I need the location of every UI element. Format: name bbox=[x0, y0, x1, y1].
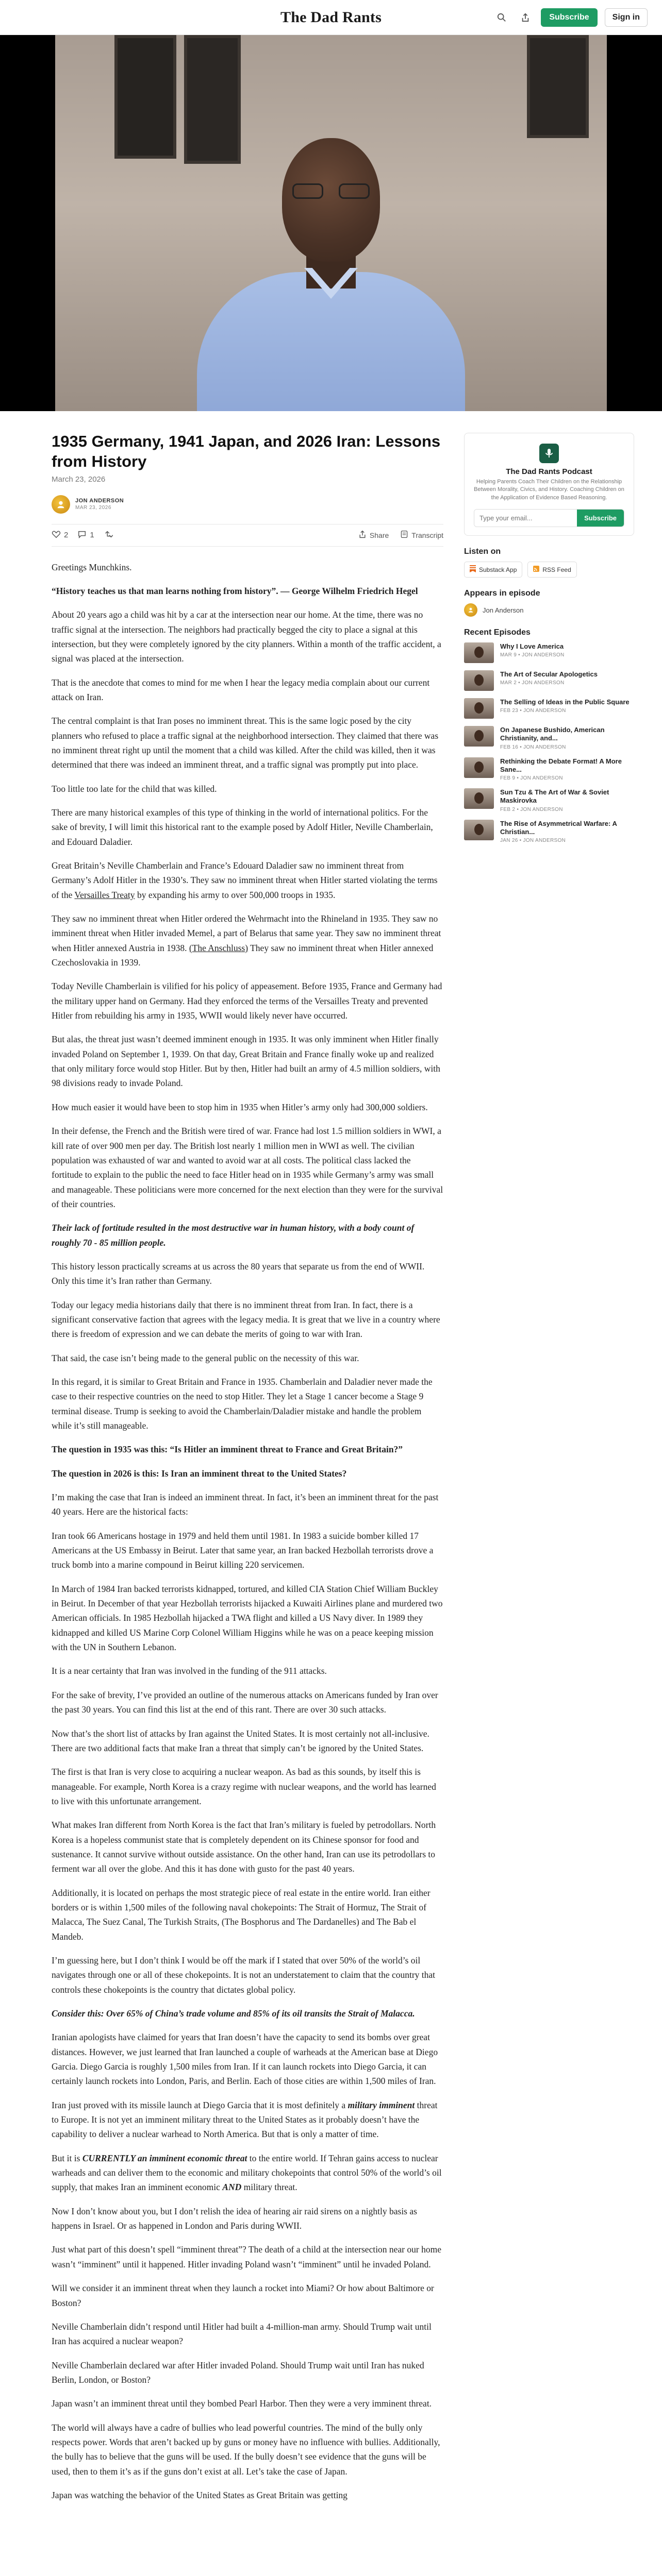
subscribe-form bbox=[474, 509, 624, 527]
listen-heading: Listen on bbox=[464, 547, 501, 556]
episode-thumbnail bbox=[464, 726, 494, 747]
episode-item[interactable] bbox=[464, 757, 634, 782]
paragraph: It is a near certainty that Iran was involved in the funding of the 911 attacks. bbox=[52, 1666, 327, 1676]
paragraph: Just what part of this doesn’t spell “imminent threat”? The death of a child at the intersection near our home wasn’t “imminent” until it happened. Hitler invading Poland wasn’t “imminent” until he invaded Poland. bbox=[52, 2244, 442, 2269]
author-name[interactable]: JON ANDERSON bbox=[75, 498, 124, 504]
article bbox=[52, 411, 443, 2512]
engagement-bar bbox=[52, 524, 443, 547]
paragraph: Greetings Munchkins. bbox=[52, 562, 132, 572]
comment-count: 1 bbox=[90, 531, 94, 539]
author-date: MAR 23, 2026 bbox=[75, 505, 111, 511]
episode-meta: FEB 9 • JON ANDERSON bbox=[500, 775, 563, 782]
podcast-card bbox=[464, 433, 634, 536]
transcript-icon bbox=[400, 530, 408, 540]
paragraph: About 20 years ago a child was hit by a car at the intersection near our home. At the time, there was no traffic signal at the intersection. The neighbors had practically begged the city to place a signal at this intersection, but they were completely ignored by the city planners. Within a month of the traffic accident, a signal was placed at the intersection. bbox=[52, 609, 441, 664]
paragraph: Now I don’t know about you, but I don’t relish the idea of hearing air raid sirens on a nightly basis as happens in Israel. Or as happened in London and Paris during WWII. bbox=[52, 2206, 417, 2231]
paragraph: I’m guessing here, but I don’t think I would be off the mark if I stated that over 50% of the world’s oil navigates through one or all of these chokepoints. It is not an understatement to claim that the country that controls these chokepoints is the country that dictates global policy. bbox=[52, 1955, 436, 1995]
like-count: 2 bbox=[64, 531, 69, 539]
episode-title: Rethinking the Debate Format! A More Sane... bbox=[500, 757, 622, 773]
top-nav bbox=[0, 0, 662, 35]
paragraph: Today Neville Chamberlain is vilified for his policy of appeasement. Before 1935, France and Germany had the military upper hand on Germany. Had they enforced the terms of the Versailles Treaty and prevented Hitler from rebuilding his army in 1935, WWII would likely never have occurred. bbox=[52, 981, 442, 1021]
paragraph: That said, the case isn’t being made to the general public on the necessity of this war. bbox=[52, 1352, 359, 1363]
paragraph: The world will always have a cadre of bullies who lead powerful countries. The mind of the bully only respects power. Words that aren’t backed up by guns or money have no influence with bullies. Additionally, the bully has to believe that the guns will be used. If the bully doesn’t see evidence that the guns will be used, then to them it’s as if the guns don’t exist at all. Let’s take the case of Japan. bbox=[52, 2422, 440, 2477]
email-input[interactable] bbox=[474, 510, 577, 527]
episode-thumbnail bbox=[464, 820, 494, 840]
video-frame bbox=[55, 35, 607, 411]
paragraph: Additionally, it is located on perhaps the most strategic piece of real estate in the entire world. Iran either borders or is within 1,500 miles of the following naval chokepoints: The Strait of Hormuz, The Strait of Malacca, The Suez Canal, The Turkish Straits, (The Bosphorus and The Dardanelles) and The Bab el Mandeb. bbox=[52, 1887, 431, 1942]
paragraph: In their defense, the French and the British were tired of war. France had lost 1.5 million soldiers in WWI, a kill rate of over 900 men per day. The British lost nearly 1 million men in WWI as well. The civilian population was exhausted of war and wanted to avoid war at all costs. The political class lacked the fortitude to explain to the public the need to face Hitler head on in 1935 while Germany’s army was small and manageable. These politicians were more concerned for the next election than they were for the survival of their countries. bbox=[52, 1126, 443, 1209]
share-icon[interactable] bbox=[517, 9, 534, 26]
signin-button[interactable]: Sign in bbox=[605, 8, 648, 27]
episode-item[interactable] bbox=[464, 726, 634, 750]
episode-thumbnail bbox=[464, 642, 494, 663]
episode-thumbnail bbox=[464, 698, 494, 719]
episode-meta: FEB 2 • JON ANDERSON bbox=[500, 806, 563, 812]
versailles-treaty-link[interactable]: Versailles Treaty bbox=[74, 889, 135, 900]
paragraph bbox=[52, 2151, 443, 2195]
sidebar bbox=[464, 411, 634, 2512]
avatar bbox=[52, 495, 70, 514]
paragraph: Today our legacy media historians daily that there is no imminent threat from Iran. In fact, there is a significant conservative faction that agrees with the legacy media. It is great that we live in a country where there is freedom of expression and we can debate the merits of going to war with Iran. bbox=[52, 1299, 440, 1340]
rss-icon bbox=[533, 566, 539, 573]
paragraph: Now that’s the short list of attacks by Iran against the United States. It is most certainly not all-inclusive. There are two additional facts that make Iran a threat that simply can’t be ignored by the United States. bbox=[52, 1728, 429, 1753]
episode-item[interactable] bbox=[464, 788, 634, 812]
appears-author-name: Jon Anderson bbox=[483, 606, 524, 614]
text-emphasis: military imminent bbox=[347, 2099, 415, 2110]
author-byline[interactable] bbox=[52, 495, 443, 514]
paragraph bbox=[52, 2098, 443, 2142]
like-button[interactable] bbox=[52, 530, 68, 541]
sidebar-subscribe-button[interactable]: Subscribe bbox=[577, 510, 624, 527]
post-title: 1935 Germany, 1941 Japan, and 2026 Iran: Lessons from History bbox=[52, 432, 441, 470]
podcast-description: Helping Parents Coach Their Children on the Relationship Between Morality, Civics, and History. Coaching Children on the Application of Evidence Based Reasoning. bbox=[474, 479, 624, 501]
episode-item[interactable] bbox=[464, 698, 634, 719]
paragraph: The central complaint is that Iran poses no imminent threat. This is the same logic posed by the city planners who refused to place a traffic signal at the neighborhood intersection. They claimed that there was no imminent threat right up until the moment that a child was killed. After the child was killed, then it was determined that there was indeed an imminent threat, and a traffic signal was promptly put into place. bbox=[52, 716, 439, 770]
text-span: They saw no imminent threat when Hitler ordered the Wehrmacht into the Rhineland in 1935. They saw no imminent threat when Hitler invaded Memel, a part of Belarus that same year. They saw no imminent threat when Hitler annexed Austria in 1938. bbox=[52, 913, 441, 953]
text-span: military threat. bbox=[241, 2182, 297, 2193]
header-actions bbox=[493, 8, 648, 27]
emphasis-paragraph: Their lack of fortitude resulted in the most destructive war in human history, with a body count of roughly 70 - 85 million people. bbox=[52, 1223, 415, 1248]
page-layout bbox=[0, 411, 662, 2512]
appears-heading: Appears in episode bbox=[464, 589, 540, 598]
paragraph: Japan was watching the behavior of the United States as Great Britain was getting bbox=[52, 2489, 347, 2500]
share-button[interactable] bbox=[358, 530, 389, 540]
paragraph: In this regard, it is similar to Great Britain and France in 1935. Chamberlain and Daladier never made the case to their respective countries on the need to stop Hitler. They let a Stage 1 cancer become a Stage 9 terminal disease. Trump is seeking to avoid the Chamberlain/Daladier mistake and handle the problem while it’s still manageable. bbox=[52, 1376, 433, 1431]
paragraph: But alas, the threat just wasn’t deemed imminent enough in 1935. It was only imminent when Hitler finally invaded Poland on September 1, 1939. On that day, Great Britain and France finally woke up and realized that only military force would stop Hitler. But by then, Hitler had built an army of 4.5 million soldiers, with 98 divisions ready to invade Poland. bbox=[52, 1034, 440, 1089]
paragraph: This history lesson practically screams at us across the 80 years that separate us from the end of WWII. Only this time it’s Iran rather than Germany. bbox=[52, 1261, 425, 1286]
episode-meta: FEB 16 • JON ANDERSON bbox=[500, 744, 566, 750]
text-emphasis: AND bbox=[222, 2182, 242, 2193]
epigraph: “History teaches us that man learns nothing from history”. — George Wilhelm Friedrich Hegel bbox=[52, 585, 418, 596]
post-date: March 23, 2026 bbox=[52, 474, 106, 484]
episode-thumbnail bbox=[464, 670, 494, 691]
paragraph: For the sake of brevity, I’ve provided an outline of the numerous attacks on Americans funded by Iran over the past 30 years. You can find this list at the end of this rant. There are over 30 such attacks. bbox=[52, 1689, 438, 1715]
wall-picture bbox=[527, 35, 589, 138]
avatar bbox=[464, 603, 477, 617]
share-icon bbox=[358, 530, 367, 540]
text-span: But it is bbox=[52, 2153, 82, 2163]
post-body bbox=[52, 560, 443, 2503]
paragraph: Too little too late for the child that was killed. bbox=[52, 783, 217, 794]
text-span: threat to Europe. It is not yet an imminent military threat to the United States as it probably doesn’t have the capability to deliver a nuclear warhead to North America. But that is only a matter of time. bbox=[52, 2099, 438, 2140]
text-span: to the entire world. If Tehran gains access to nuclear warheads and can deliver them to the economic and military chokepoints that control 50% of the world’s oil supply, that makes Iran an imminent economic bbox=[52, 2153, 442, 2193]
episode-title: The Art of Secular Apologetics bbox=[500, 670, 598, 679]
listen-options bbox=[464, 562, 634, 578]
transcript-label: Transcript bbox=[411, 531, 443, 539]
paragraph: How much easier it would have been to stop him in 1935 when Hitler’s army only had 300,000 soldiers. bbox=[52, 1101, 428, 1112]
episode-thumbnail bbox=[464, 788, 494, 809]
paragraph: Will we consider it an imminent threat when they launch a rocket into Miami? Or how about Baltimore or Boston? bbox=[52, 2283, 434, 2308]
episode-meta: MAR 2 • JON ANDERSON bbox=[500, 680, 565, 686]
text-span: Great Britain’s Neville Chamberlain and France’s Edouard Daladier saw no imminent threat from Germany’s Adolf Hitler in the 1930’s. They saw no imminent threat when Hitler started violating the terms of the bbox=[52, 860, 438, 900]
question-paragraph: The question in 2026 is this: Is Iran an imminent threat to the United States? bbox=[52, 1468, 347, 1479]
rss-feed-label: RSS Feed bbox=[542, 566, 571, 573]
appears-author[interactable] bbox=[464, 603, 634, 617]
text-emphasis: CURRENTLY an imminent economic threat bbox=[82, 2153, 247, 2163]
episode-title: The Selling of Ideas in the Public Square bbox=[500, 698, 630, 706]
emphasis-paragraph: Consider this: Over 65% of China’s trade volume and 85% of its oil transits the Strait of Malacca. bbox=[52, 2008, 415, 2019]
text-span: Iran just proved with its missile launch at Diego Garcia that it is most definitely a bbox=[52, 2099, 348, 2110]
paragraph: The first is that Iran is very close to acquiring a nuclear weapon. As bad as this sounds, by itself this is manageable. For example, North Korea is a crazy regime with nuclear weapons, and the world has learned to live with this unfortunate arrangement. bbox=[52, 1767, 436, 1806]
paragraph: In March of 1984 Iran backed terrorists kidnapped, tortured, and killed CIA Station Chief William Buckley in Beirut. In December of that year Hezbollah terrorists hijacked a Kuwaiti Airlines plane and murdered two American officials. In 1985 Hezbollah hijacked a TWA flight and killed a US Navy diver. In 1989 they kidnapped and killed US Marine Corp Colonel William Higgins while he was on a peace keeping mission with the UN in Southern Lebanon. bbox=[52, 1583, 443, 1653]
question-paragraph: The question in 1935 was this: “Is Hitler an imminent threat to France and Great Britain?” bbox=[52, 1444, 403, 1455]
share-label: Share bbox=[369, 531, 389, 539]
episode-title: The Rise of Asymmetrical Warfare: A Christian... bbox=[500, 819, 617, 836]
comment-button[interactable] bbox=[77, 530, 94, 541]
episode-meta: FEB 23 • JON ANDERSON bbox=[500, 708, 566, 714]
paragraph bbox=[52, 858, 443, 902]
episode-title: On Japanese Bushido, American Christianity, and... bbox=[500, 726, 605, 742]
text-span: by expanding his army to over 500,000 troops in 1935. bbox=[135, 889, 336, 900]
search-icon[interactable] bbox=[493, 9, 510, 26]
site-title[interactable]: The Dad Rants bbox=[280, 8, 382, 26]
substack-app-button[interactable] bbox=[464, 562, 522, 578]
paragraph: Japan wasn’t an imminent threat until they bombed Pearl Harbor. Then they were a very imminent threat. bbox=[52, 2398, 432, 2409]
substack-app-label: Substack App bbox=[479, 566, 517, 573]
paragraph: What makes Iran different from North Korea is the fact that Iran’s military is fueled by petrodollars. North Korea is a hopeless communist state that is completely dependent on its Chinese sponsor for food and sustenance. It cannot survive without outside assistance. On the other hand, Iran can use its petrodollars to ferment war all over the globe. And this it has done with gusto for the past 40 years. bbox=[52, 1820, 436, 1874]
text-span: They saw no imminent threat when Hitler annexed Czechoslovakia in 1939. bbox=[52, 942, 434, 968]
rss-feed-button[interactable] bbox=[527, 562, 576, 578]
comment-icon bbox=[77, 530, 87, 541]
restack-icon bbox=[104, 530, 113, 541]
episode-title: Sun Tzu & The Art of War & Soviet Maskirovka bbox=[500, 788, 609, 805]
substack-icon bbox=[470, 565, 476, 574]
recent-episodes-list bbox=[464, 642, 634, 843]
microphone-icon bbox=[539, 444, 559, 463]
paragraph bbox=[52, 911, 443, 970]
episode-meta: MAR 9 • JON ANDERSON bbox=[500, 652, 565, 658]
episode-item[interactable] bbox=[464, 642, 634, 663]
episode-item[interactable] bbox=[464, 820, 634, 844]
subscribe-button[interactable]: Subscribe bbox=[541, 8, 597, 27]
restack-button[interactable] bbox=[104, 530, 113, 541]
speaker-image bbox=[187, 117, 475, 411]
video-player[interactable] bbox=[0, 35, 662, 411]
anschluss-link[interactable]: (The Anschluss) bbox=[189, 942, 249, 953]
episode-item[interactable] bbox=[464, 670, 634, 691]
heart-icon bbox=[52, 530, 61, 541]
paragraph: That is the anecdote that comes to mind for me when I hear the legacy media complain about our current attack on Iran. bbox=[52, 677, 430, 702]
paragraph: Iranian apologists have claimed for years that Iran doesn’t have the capacity to send its bombs over great distances. However, we just learned that Iran launched a couple of warheads at the American base at Diego Garcia. Diego Garcia is roughly 1,500 miles from Iran. If it can launch rockets into Diego Garcia, it can certainly launch rockets into London, Paris, and Berlin. Each of those cities are within 1,500 miles of Iran. bbox=[52, 2032, 438, 2087]
episode-thumbnail bbox=[464, 757, 494, 778]
paragraph: Iran took 66 Americans hostage in 1979 and held them until 1981. In 1983 a suicide bomber killed 17 Americans at the US Embassy in Beirut. Later that same year, an Iran backed Hezbollah terrorists drove a truck bomb into a marine compound in Beirut killing 220 servicemen. bbox=[52, 1530, 434, 1570]
episode-title: Why I Love America bbox=[500, 642, 564, 651]
paragraph: Neville Chamberlain declared war after Hitler invaded Poland. Should Trump wait until Iran has nuked Berlin, London, or Boston? bbox=[52, 2360, 424, 2385]
recent-episodes-heading: Recent Episodes bbox=[464, 628, 531, 637]
wall-picture bbox=[114, 35, 176, 159]
transcript-button[interactable] bbox=[400, 530, 443, 540]
paragraph: There are many historical examples of this type of thinking in the world of international politics. For the sake of brevity, I will limit this historical rant to the example posed by Adolf Hitler, Neville Chamberlain, and Edouard Daladier. bbox=[52, 807, 433, 847]
paragraph: Neville Chamberlain didn’t respond until Hitler had built a 4-million-man army. Should Trump wait until Iran has acquired a nuclear weapon? bbox=[52, 2321, 432, 2347]
podcast-name: The Dad Rants Podcast bbox=[506, 467, 592, 476]
paragraph: I’m making the case that Iran is indeed an imminent threat. In fact, it’s been an imminent threat for the past 40 years. Here are the historical facts: bbox=[52, 1492, 439, 1517]
episode-meta: JAN 26 • JON ANDERSON bbox=[500, 838, 566, 844]
